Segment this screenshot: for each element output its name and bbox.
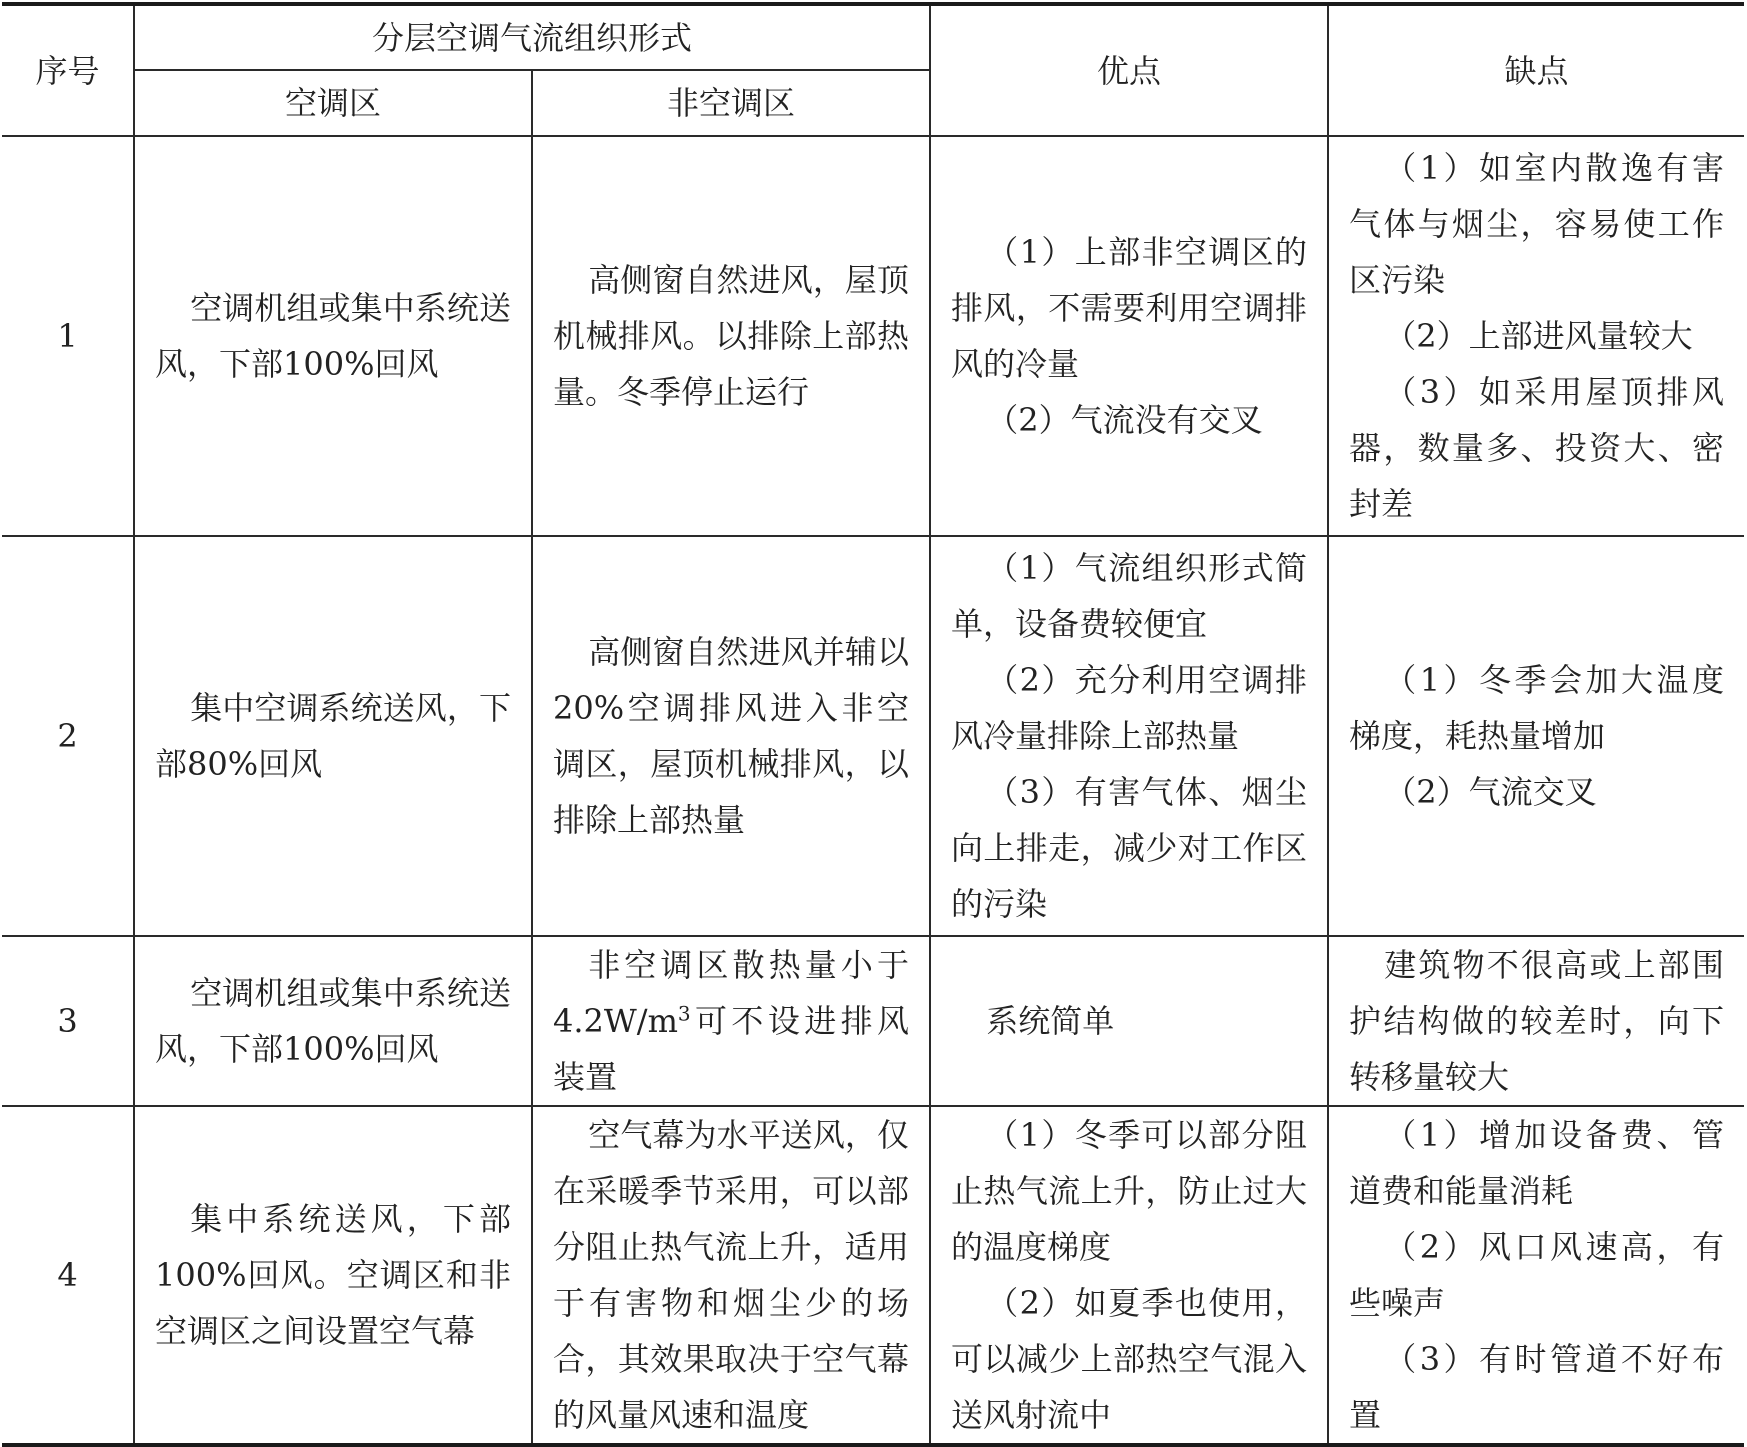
row-number: 2 xyxy=(2,536,134,936)
row-number: 3 xyxy=(2,936,134,1106)
row-number: 4 xyxy=(2,1106,134,1445)
nonac-text-post: 可不设进排风装置 xyxy=(553,1002,910,1096)
pros-cell: （1）上部非空调区的排风，不需要利用空调排风的冷量 （2）气流没有交叉 xyxy=(930,136,1328,536)
table-row xyxy=(2,936,1744,1106)
nonac-zone-cell: 空气幕为水平送风，仅在采暖季节采用，可以部分阻止热气流上升，适用于有害物和烟尘少的场合，其效果取决于空气幕的风量风速和温度 xyxy=(532,1106,930,1445)
pros-cell: （1）气流组织形式简单，设备费较便宜 （2）充分利用空调排风冷量排除上部热量 （3）有害气体、烟尘向上排走，减少对工作区的污染 xyxy=(930,536,1328,936)
cons-cell: （1）增加设备费、管道费和能量消耗 （2）风口风速高，有些噪声 （3）有时管道不好布置 xyxy=(1328,1106,1744,1445)
row-number: 1 xyxy=(2,136,134,536)
ac-zone-cell: 空调机组或集中系统送风，下部100%回风 xyxy=(134,136,532,536)
ac-zone-cell: 空调机组或集中系统送风，下部100%回风 xyxy=(134,936,532,1106)
header-nonac-zone: 非空调区 xyxy=(532,70,930,136)
cons-cell: （1）如室内散逸有害气体与烟尘，容易使工作区污染 （2）上部进风量较大 （3）如采用屋顶排风器，数量多、投资大、密封差 xyxy=(1328,136,1744,536)
ac-zone-cell: 集中空调系统送风，下部80%回风 xyxy=(134,536,532,936)
nonac-text-pre: 非空调区散热量小于4.2W/m xyxy=(553,946,910,1040)
header-ac-zone: 空调区 xyxy=(134,70,532,136)
ac-zone-cell: 集中系统送风，下部100%回风。空调区和非空调区之间设置空气幕 xyxy=(134,1106,532,1445)
header-cons: 缺点 xyxy=(1328,4,1744,136)
table-row xyxy=(2,1106,1744,1445)
nonac-zone-cell: 高侧窗自然进风，屋顶机械排风。以排除上部热量。冬季停止运行 xyxy=(532,136,930,536)
cons-cell: （1）冬季会加大温度梯度，耗热量增加 （2）气流交叉 xyxy=(1328,536,1744,936)
header-pros: 优点 xyxy=(930,4,1328,136)
table-row xyxy=(2,136,1744,536)
nonac-zone-cell xyxy=(532,936,930,1106)
pros-cell: 系统简单 xyxy=(930,936,1328,1106)
airflow-comparison-table xyxy=(2,2,1744,1447)
cons-cell: 建筑物不很高或上部围护结构做的较差时，向下转移量较大 xyxy=(1328,936,1744,1106)
header-airflow-form: 分层空调气流组织形式 xyxy=(134,4,930,70)
pros-cell: （1）冬季可以部分阻止热气流上升，防止过大的温度梯度 （2）如夏季也使用，可以减少上部热空气混入送风射流中 xyxy=(930,1106,1328,1445)
superscript-3: 3 xyxy=(677,1001,691,1026)
header-seq: 序号 xyxy=(2,4,134,136)
nonac-zone-cell: 高侧窗自然进风并辅以20%空调排风进入非空调区，屋顶机械排风，以排除上部热量 xyxy=(532,536,930,936)
table-row xyxy=(2,536,1744,936)
header-row-1 xyxy=(2,4,1744,70)
